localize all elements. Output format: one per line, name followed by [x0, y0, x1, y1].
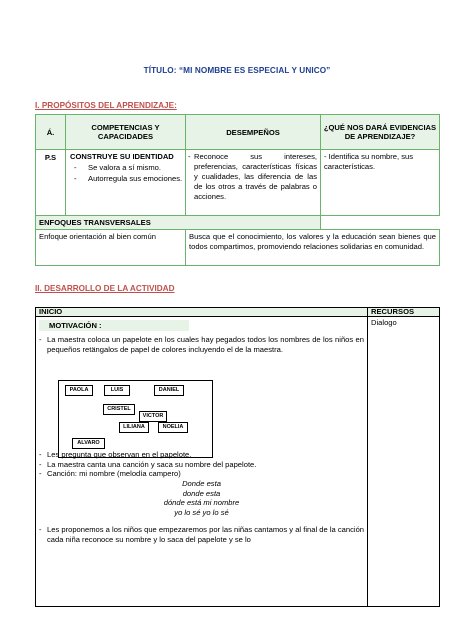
song-lyrics: [39, 479, 364, 517]
document-title: TÍTULO: “MI NOMBRE ES ESPECIAL Y UNICO”: [143, 66, 331, 75]
song-line: Donde esta: [182, 478, 221, 488]
capacidad-item: - Se valora a sí mismo.: [74, 163, 183, 173]
enfoques-header-row: [36, 216, 440, 230]
inicio-cell: [36, 317, 368, 607]
paragraph-canta: - La maestra canta una canción y saca su nombre del papelote.: [39, 460, 364, 470]
competencia-cell: [66, 150, 186, 216]
section-heading-development: II. DESARROLLO DE LA ACTIVIDAD: [35, 284, 175, 293]
capacidad-item: - Autorregula sus emociones.: [74, 174, 183, 184]
header-competencias: COMPETENCIAS Y CAPACIDADES: [66, 115, 186, 150]
purposes-header-row: [36, 115, 440, 150]
header-evidencias: ¿QUÉ NOS DARÁ EVIDENCIAS DE APRENDIZAJE?: [321, 115, 440, 150]
paragraph-papelote: - La maestra coloca un papelote en los cuales hay pegados todos los nombres de los niños en pequeños retängalos de papel de colores incluyendo el de la maestra.: [39, 335, 364, 354]
purposes-table: [35, 114, 440, 266]
papelote-figure: [58, 380, 213, 458]
recursos-cell: Dialogo: [368, 317, 440, 607]
name-card: VICTOR: [139, 411, 167, 422]
capacidades-list: [66, 161, 185, 184]
header-inicio: INICIO: [36, 308, 368, 317]
song-line: yo lo sé yo lo sé: [174, 507, 229, 517]
competencia-title: CONSTRUYE SU IDENTIDAD: [70, 152, 174, 161]
development-body-row: [36, 317, 440, 607]
development-header-row: [36, 308, 440, 317]
activity-list: [39, 450, 364, 479]
header-recursos: RECURSOS: [368, 308, 440, 317]
purposes-row: [36, 150, 440, 216]
name-card: DANIEL: [154, 385, 184, 396]
evidencia-text: - Identifica su nombre, sus características.: [324, 152, 414, 171]
name-card: LILIANA: [119, 422, 149, 433]
section-heading-purposes: I. PROPÓSITOS DEL APRENDIZAJE:: [35, 101, 177, 110]
header-desempenos: DESEMPEÑOS: [186, 115, 321, 150]
paragraph-propuesta: - Les proponemos a los niños que empezaremos por las niñas cantamos y al final de la canción cada niña reconoce su nombre y lo saca del papelote y se lo: [39, 525, 364, 544]
desempeno-cell: [186, 150, 321, 216]
paragraph-cancion: - Canción: mi nombre (melodía campero): [39, 469, 364, 479]
actitud-cell: Busca que el conocimiento, los valores y la educación sean bienes que todos compartimos, promoviendo relaciones solidarias en comunidad.: [186, 230, 440, 266]
development-table: [35, 307, 440, 607]
motivacion-label: MOTIVACIÓN :: [39, 320, 189, 331]
enfoque-cell: Enfoque orientación al bien común: [36, 230, 186, 266]
enfoques-row: [36, 230, 440, 266]
header-area: Á.: [36, 115, 66, 150]
song-line: donde esta: [182, 488, 221, 498]
enfoques-header: ENFOQUES TRANSVERSALES: [36, 216, 321, 230]
name-card: NOELIA: [158, 422, 188, 433]
name-card: CRISTEL: [103, 404, 135, 415]
evidencia-cell: [321, 150, 440, 216]
desempeno-text: - Reconoce sus intereses, preferencias, características físicas y cualidades, las diferencia de las de los otros a través de palabras o acciones.: [186, 150, 320, 204]
name-card: PAOLA: [65, 385, 93, 396]
song-line: dónde está mi nombre: [163, 498, 240, 508]
name-card: LUIS: [104, 385, 130, 396]
area-cell: P.S: [36, 150, 66, 216]
paragraph-pregunta: - Les pregunta que observan en el papelote.: [39, 450, 364, 460]
name-card: ALVARO: [72, 438, 105, 449]
